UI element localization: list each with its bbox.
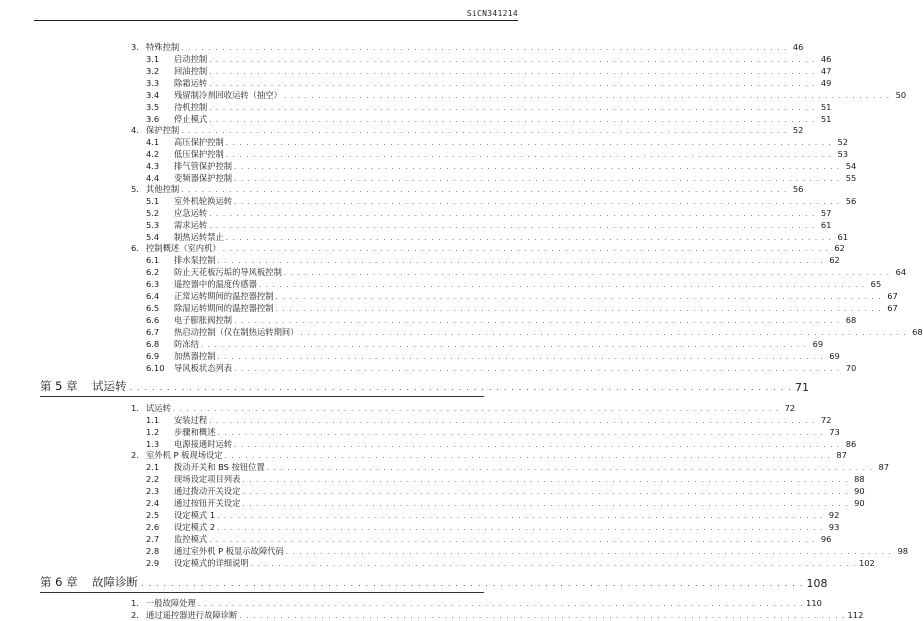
toc-number: 3. [131,42,139,52]
toc-leader-dots: . . . . . . . . . . . . . . . . . . . . . . . . . . . . . . . . . . . . . . . . . . . . . . . . . . . . . . . . . . . . . . . . . . . . . . . . . . . . . . . . . . . . . . . . . [283,92,891,100]
toc-title: 控制概述（室内机） [146,243,221,253]
toc-title: 安装过程 [174,415,208,425]
toc-number: 6.5 [146,303,160,313]
toc-title: 防止天花板污垢的导风板控制 [174,267,282,277]
toc-page-number: 51 [820,114,832,124]
toc-page-number: 62 [829,255,840,265]
toc-number: 1.1 [146,415,160,425]
toc-page-number: 56 [792,184,804,194]
toc-number: 6.7 [146,327,160,337]
toc-leader-dots: . . . . . . . . . . . . . . . . . . . . . . . . . . . . . . . . . . . . . . . . . . . . . . . . . . . . . . . . . . . . . . . . . . . . . . . . . . . . . . . . . . . . . . . . . [217,512,824,520]
toc-page-number: 62 [834,243,845,253]
toc-leader-dots: . . . . . . . . . . . . . . . . . . . . . . . . . . . . . . . . . . . . . . . . . . . . . . . . . . . . . . . . . . . . . . . . . . . . . . . . . . . . . . . . . . . . . . . . . [234,198,841,206]
toc-title: 试运转 [146,403,171,413]
toc-leader-dots: . . . . . . . . . . . . . . . . . . . . . . . . . . . . . . . . . . . . . . . . . . . . . . . . . . . . . . . . . . . . . . . . . . . . . . . . . . . . . . . . . . . . . . . . . [209,417,816,425]
toc-subsection[interactable] [146,314,857,326]
toc-title: 电源接通时运转 [174,439,233,449]
toc-page-number: 47 [820,66,832,76]
toc-leader-dots: . . . . . . . . . . . . . . . . . . . . . . . . . . . . . . . . . . . . . . . . . . . . . . . . . . . . . . . . . . . . . . . . . . . . . . . . . . . . . . . . . . . . . . . . . [225,234,833,242]
toc-number: 1.2 [146,427,160,437]
toc-leader-dots: . . . . . . . . . . . . . . . . . . . . . . . . . . . . . . . . . . . . . . . . . . . . . . . . . . . . . . . . . . . . . . . . . . . . . . . . . . . . . . . . . . . . . . . . . [141,579,804,588]
toc-title: 拨动开关和 BS 按钮位置 [174,462,265,472]
toc-page-number: 46 [820,54,832,64]
toc-subsection[interactable] [146,557,875,569]
toc-section[interactable] [131,183,804,195]
toc-number: 2.8 [146,546,160,556]
toc-subsection[interactable] [146,338,824,350]
toc-page-number: 64 [895,267,907,277]
toc-page-number: 50 [895,90,907,100]
toc-page-number: 54 [845,161,857,171]
toc-section[interactable] [131,609,864,621]
toc-number: 4.3 [146,161,160,171]
toc-leader-dots: . . . . . . . . . . . . . . . . . . . . . . . . . . . . . . . . . . . . . . . . . . . . . . . . . . . . . . . . . . . . . . . . . . . . . . . . . . . . . . . . . . . . . . . . . [200,341,808,349]
toc-subsection[interactable] [146,414,832,426]
toc-subsection[interactable] [146,160,857,172]
toc-leader-dots: . . . . . . . . . . . . . . . . . . . . . . . . . . . . . . . . . . . . . . . . . . . . . . . . . . . . . . . . . . . . . . . . . . . . . . . . . . . . . . . . . . . . . . . . . [217,524,824,532]
toc-title: 变频器保护控制 [174,173,233,183]
toc-title: 需求运转 [174,220,208,230]
toc-number: 4.1 [146,137,160,147]
toc-page-number: 108 [806,577,828,590]
toc-number: 2.9 [146,558,160,568]
toc-leader-dots: . . . . . . . . . . . . . . . . . . . . . . . . . . . . . . . . . . . . . . . . . . . . . . . . . . . . . . . . . . . . . . . . . . . . . . . . . . . . . . . . . . . . . . . . . [217,257,824,265]
toc-subsection[interactable] [146,497,865,509]
toc-leader-dots: . . . . . . . . . . . . . . . . . . . . . . . . . . . . . . . . . . . . . . . . . . . . . . . . . . . . . . . . . . . . . . . . . . . . . . . . . . . . . . . . . . . . . . . . . [172,405,780,413]
toc-title: 残留制冷剂回收运转（抽空） [174,90,282,100]
toc-section[interactable] [131,41,804,53]
toc-subsection[interactable] [146,473,865,485]
chapter-rule [40,592,484,593]
toc-number: 6.6 [146,315,160,325]
toc-page-number: 96 [820,534,832,544]
toc-leader-dots: . . . . . . . . . . . . . . . . . . . . . . . . . . . . . . . . . . . . . . . . . . . . . . . . . . . . . . . . . . . . . . . . . . . . . . . . . . . . . . . . . . . . . . . . . [275,305,882,313]
toc-page-number: 53 [837,149,849,159]
toc-page-number: 86 [845,439,857,449]
toc-page-number: 61 [820,220,832,230]
toc-title: 启动控制 [174,54,208,64]
toc-title: 除湿运转期间的温控器控制 [174,303,274,313]
toc-number: 4. [131,125,139,135]
toc-page-number: 56 [845,196,857,206]
toc-subsection[interactable] [146,101,832,113]
toc-subsection[interactable] [146,77,832,89]
toc-number: 3.4 [146,90,160,100]
toc-page-number: 65 [870,279,882,289]
toc-leader-dots: . . . . . . . . . . . . . . . . . . . . . . . . . . . . . . . . . . . . . . . . . . . . . . . . . . . . . . . . . . . . . . . . . . . . . . . . . . . . . . . . . . . . . . . . . [209,222,816,230]
toc-number: 3.2 [146,66,160,76]
toc-leader-dots: . . . . . . . . . . . . . . . . . . . . . . . . . . . . . . . . . . . . . . . . . . . . . . . . . . . . . . . . . . . . . . . . . . . . . . . . . . . . . . . . . . . . . . . . . [209,104,816,112]
toc-title: 停止模式 [174,114,208,124]
toc-leader-dots: . . . . . . . . . . . . . . . . . . . . . . . . . . . . . . . . . . . . . . . . . . . . . . . . . . . . . . . . . . . . . . . . . . . . . . . . . . . . . . . . . . . . . . . . . [181,186,788,194]
toc-subsection[interactable] [146,278,882,290]
toc-subsection[interactable] [146,350,840,362]
toc-title: 监控模式 [174,534,208,544]
toc-subsection[interactable] [146,426,840,438]
toc-number: 1.3 [146,439,160,449]
toc-title: 制热运转禁止 [174,232,224,242]
toc-section[interactable] [131,124,804,136]
toc-page-number: 70 [845,363,857,373]
toc-title: 现场设定项目列表 [174,474,241,484]
toc-title: 室外机 P 板现场设定 [146,450,223,460]
toc-number: 2.3 [146,486,160,496]
toc-number: 6.4 [146,291,160,301]
toc-page-number: 61 [837,232,849,242]
toc-title: 特殊控制 [146,42,180,52]
toc-title: 故障诊断 [92,575,138,589]
toc-number: 6.2 [146,267,160,277]
toc-number: 6. [131,243,139,253]
toc-title: 其他控制 [146,184,180,194]
toc-subsection[interactable] [146,509,840,521]
toc-title: 回油控制 [174,66,208,76]
toc-title: 一般故障处理 [146,598,196,608]
toc-page-number: 52 [792,125,804,135]
toc-page-number: 72 [820,415,832,425]
toc-title: 防冻结 [174,339,199,349]
toc-page-number: 57 [820,208,832,218]
toc-number: 6.8 [146,339,160,349]
toc-leader-dots: . . . . . . . . . . . . . . . . . . . . . . . . . . . . . . . . . . . . . . . . . . . . . . . . . . . . . . . . . . . . . . . . . . . . . . . . . . . . . . . . . . . . . . . . . [234,163,841,171]
toc-leader-dots: . . . . . . . . . . . . . . . . . . . . . . . . . . . . . . . . . . . . . . . . . . . . . . . . . . . . . . . . . . . . . . . . . . . . . . . . . . . . . . . . . . . . . . . . . [197,600,805,608]
toc-subsection[interactable] [146,148,849,160]
toc-page-number: 73 [829,427,840,437]
toc-leader-dots: . . . . . . . . . . . . . . . . . . . . . . . . . . . . . . . . . . . . . . . . . . . . . . . . . . . . . . . . . . . . . . . . . . . . . . . . . . . . . . . . . . . . . . . . . [239,612,846,620]
toc-number: 3.6 [146,114,160,124]
toc-title: 步骤和概述 [174,427,216,437]
toc-leader-dots: . . . . . . . . . . . . . . . . . . . . . . . . . . . . . . . . . . . . . . . . . . . . . . . . . . . . . . . . . . . . . . . . . . . . . . . . . . . . . . . . . . . . . . . . . [234,441,841,449]
toc-subsection[interactable] [146,195,857,207]
toc-subsection[interactable] [146,89,907,101]
toc-number: 6.10 [146,363,165,373]
toc-title: 遥控器中的温度传感器 [174,279,257,289]
toc-number: 3.1 [146,54,160,64]
toc-leader-dots: . . . . . . . . . . . . . . . . . . . . . . . . . . . . . . . . . . . . . . . . . . . . . . . . . . . . . . . . . . . . . . . . . . . . . . . . . . . . . . . . . . . . . . . . . [250,560,857,568]
toc-leader-dots: . . . . . . . . . . . . . . . . . . . . . . . . . . . . . . . . . . . . . . . . . . . . . . . . . . . . . . . . . . . . . . . . . . . . . . . . . . . . . . . . . . . . . . . . . [258,281,866,289]
toc-leader-dots: . . . . . . . . . . . . . . . . . . . . . . . . . . . . . . . . . . . . . . . . . . . . . . . . . . . . . . . . . . . . . . . . . . . . . . . . . . . . . . . . . . . . . . . . . [224,452,831,460]
toc-title: 应急运转 [174,208,208,218]
chapter-rule [40,396,484,397]
toc-number: 2.1 [146,462,160,472]
toc-page-number: 90 [854,486,865,496]
toc-number: 5.2 [146,208,160,218]
toc-subsection[interactable] [146,266,907,278]
toc-title: 加热器控制 [174,351,216,361]
toc-leader-dots: . . . . . . . . . . . . . . . . . . . . . . . . . . . . . . . . . . . . . . . . . . . . . . . . . . . . . . . . . . . . . . . . . . . . . . . . . . . . . . . . . . . . . . . . . [217,353,824,361]
toc-title: 设定模式 2 [174,522,216,532]
toc-subsection[interactable] [146,485,865,497]
toc-title: 保护控制 [146,125,180,135]
toc-section[interactable] [131,449,847,461]
toc-leader-dots: . . . . . . . . . . . . . . . . . . . . . . . . . . . . . . . . . . . . . . . . . . . . . . . . . . . . . . . . . . . . . . . . . . . . . . . . . . . . . . . . . . . . . . . . . [242,476,849,484]
toc-page-number: 67 [887,291,898,301]
toc-title: 正常运转期间的温控器控制 [174,291,274,301]
toc-number: 第 5 章 [40,379,78,393]
toc-subsection[interactable] [146,65,832,77]
toc-page-number: 49 [820,78,832,88]
toc-title: 热启动控制（仅在制热运转期间） [174,327,299,337]
toc-number: 1. [131,403,139,413]
toc-number: 2.5 [146,510,160,520]
toc-chapter[interactable] [40,378,810,394]
toc-title: 低压保护控制 [174,149,224,159]
toc-leader-dots: . . . . . . . . . . . . . . . . . . . . . . . . . . . . . . . . . . . . . . . . . . . . . . . . . . . . . . . . . . . . . . . . . . . . . . . . . . . . . . . . . . . . . . . . . [242,500,849,508]
toc-number: 2.7 [146,534,160,544]
toc-section[interactable] [131,402,796,414]
document-code: SiCN341214 [466,9,518,18]
toc-leader-dots: . . . . . . . . . . . . . . . . . . . . . . . . . . . . . . . . . . . . . . . . . . . . . . . . . . . . . . . . . . . . . . . . . . . . . . . . . . . . . . . . . . . . . . . . . [234,175,841,183]
toc-leader-dots: . . . . . . . . . . . . . . . . . . . . . . . . . . . . . . . . . . . . . . . . . . . . . . . . . . . . . . . . . . . . . . . . . . . . . . . . . . . . . . . . . . . . . . . . . [222,245,829,253]
toc-leader-dots: . . . . . . . . . . . . . . . . . . . . . . . . . . . . . . . . . . . . . . . . . . . . . . . . . . . . . . . . . . . . . . . . . . . . . . . . . . . . . . . . . . . . . . . . . [266,464,874,472]
toc-section[interactable] [131,597,822,609]
toc-chapter[interactable] [40,574,828,590]
toc-leader-dots: . . . . . . . . . . . . . . . . . . . . . . . . . . . . . . . . . . . . . . . . . . . . . . . . . . . . . . . . . . . . . . . . . . . . . . . . . . . . . . . . . . . . . . . . . [209,80,816,88]
toc-subsection[interactable] [146,290,898,302]
toc-page-number: 87 [878,462,890,472]
toc-number: 第 6 章 [40,575,78,589]
toc-section[interactable] [131,242,845,254]
toc-page-number: 93 [828,522,840,532]
toc-number: 2. [131,450,139,460]
toc-leader-dots: . . . . . . . . . . . . . . . . . . . . . . . . . . . . . . . . . . . . . . . . . . . . . . . . . . . . . . . . . . . . . . . . . . . . . . . . . . . . . . . . . . . . . . . . . [209,56,816,64]
toc-page-number: 46 [792,42,804,52]
toc-page-number: 98 [897,546,909,556]
toc-title: 室外机轮换运转 [174,196,233,206]
toc-leader-dots: . . . . . . . . . . . . . . . . . . . . . . . . . . . . . . . . . . . . . . . . . . . . . . . . . . . . . . . . . . . . . . . . . . . . . . . . . . . . . . . . . . . . . . . . . [181,44,788,52]
toc-page-number: 68 [912,327,923,337]
toc-title: 试运转 [92,379,127,393]
toc-leader-dots: . . . . . . . . . . . . . . . . . . . . . . . . . . . . . . . . . . . . . . . . . . . . . . . . . . . . . . . . . . . . . . . . . . . . . . . . . . . . . . . . . . . . . . . . . [234,317,841,325]
toc-number: 2.2 [146,474,160,484]
toc-leader-dots: . . . . . . . . . . . . . . . . . . . . . . . . . . . . . . . . . . . . . . . . . . . . . . . . . . . . . . . . . . . . . . . . . . . . . . . . . . . . . . . . . . . . . . . . . [129,383,793,392]
toc-page-number: 87 [836,450,847,460]
toc-leader-dots: . . . . . . . . . . . . . . . . . . . . . . . . . . . . . . . . . . . . . . . . . . . . . . . . . . . . . . . . . . . . . . . . . . . . . . . . . . . . . . . . . . . . . . . . . [300,329,907,337]
toc-leader-dots: . . . . . . . . . . . . . . . . . . . . . . . . . . . . . . . . . . . . . . . . . . . . . . . . . . . . . . . . . . . . . . . . . . . . . . . . . . . . . . . . . . . . . . . . . [285,548,893,556]
toc-subsection[interactable] [146,136,849,148]
toc-number: 3.3 [146,78,160,88]
toc-page-number: 102 [858,558,875,568]
toc-leader-dots: . . . . . . . . . . . . . . . . . . . . . . . . . . . . . . . . . . . . . . . . . . . . . . . . . . . . . . . . . . . . . . . . . . . . . . . . . . . . . . . . . . . . . . . . . [209,116,816,124]
toc-number: 1. [131,598,139,608]
toc-title: 电子膨胀阀控制 [174,315,233,325]
toc-page-number: 71 [795,381,810,394]
toc-page-number: 110 [806,598,822,608]
toc-number: 2.6 [146,522,160,532]
toc-subsection[interactable] [146,461,890,473]
toc-number: 6.3 [146,279,160,289]
toc-number: 3.5 [146,102,160,112]
toc-page-number: 52 [837,137,849,147]
toc-number: 5.4 [146,232,160,242]
toc-page-number: 69 [812,339,824,349]
toc-title: 导风板状态列表 [174,363,233,373]
toc-subsection[interactable] [146,207,832,219]
toc-page-number: 72 [784,403,796,413]
toc-number: 6.1 [146,255,160,265]
toc-title: 排气管保护控制 [174,161,233,171]
toc-page-number: 90 [854,498,865,508]
toc-title: 除霜运转 [174,78,208,88]
toc-page-number: 67 [887,303,898,313]
toc-subsection[interactable] [146,326,923,338]
toc-page-number: 51 [820,102,832,112]
toc-title: 待机控制 [174,102,208,112]
toc-page-number: 68 [845,315,857,325]
toc-leader-dots: . . . . . . . . . . . . . . . . . . . . . . . . . . . . . . . . . . . . . . . . . . . . . . . . . . . . . . . . . . . . . . . . . . . . . . . . . . . . . . . . . . . . . . . . . [217,429,824,437]
toc-number: 4.4 [146,173,160,183]
toc-leader-dots: . . . . . . . . . . . . . . . . . . . . . . . . . . . . . . . . . . . . . . . . . . . . . . . . . . . . . . . . . . . . . . . . . . . . . . . . . . . . . . . . . . . . . . . . . [209,536,816,544]
toc-number: 5.3 [146,220,160,230]
toc-title: 设定模式 1 [174,510,216,520]
toc-subsection[interactable] [146,53,832,65]
toc-number: 2. [131,610,139,620]
toc-leader-dots: . . . . . . . . . . . . . . . . . . . . . . . . . . . . . . . . . . . . . . . . . . . . . . . . . . . . . . . . . . . . . . . . . . . . . . . . . . . . . . . . . . . . . . . . . [242,488,849,496]
toc-number: 2.4 [146,498,160,508]
toc-subsection[interactable] [146,521,840,533]
toc-subsection[interactable] [146,219,832,231]
toc-page-number: 69 [829,351,840,361]
toc-subsection[interactable] [146,302,898,314]
toc-leader-dots: . . . . . . . . . . . . . . . . . . . . . . . . . . . . . . . . . . . . . . . . . . . . . . . . . . . . . . . . . . . . . . . . . . . . . . . . . . . . . . . . . . . . . . . . . [181,127,788,135]
toc-number: 5.1 [146,196,160,206]
toc-leader-dots: . . . . . . . . . . . . . . . . . . . . . . . . . . . . . . . . . . . . . . . . . . . . . . . . . . . . . . . . . . . . . . . . . . . . . . . . . . . . . . . . . . . . . . . . . [225,151,833,159]
toc-title: 通过遥控器进行故障诊断 [146,610,238,620]
toc-leader-dots: . . . . . . . . . . . . . . . . . . . . . . . . . . . . . . . . . . . . . . . . . . . . . . . . . . . . . . . . . . . . . . . . . . . . . . . . . . . . . . . . . . . . . . . . . [225,139,833,147]
toc-title: 通过拨动开关设定 [174,486,241,496]
toc-title: 设定模式的详细说明 [174,558,249,568]
toc-leader-dots: . . . . . . . . . . . . . . . . . . . . . . . . . . . . . . . . . . . . . . . . . . . . . . . . . . . . . . . . . . . . . . . . . . . . . . . . . . . . . . . . . . . . . . . . . [209,68,816,76]
toc-title: 通过室外机 P 板显示故障代码 [174,546,284,556]
toc-page-number: 88 [854,474,865,484]
toc-number: 4.2 [146,149,160,159]
toc-subsection[interactable] [146,545,909,557]
toc-title: 高压保护控制 [174,137,224,147]
toc-leader-dots: . . . . . . . . . . . . . . . . . . . . . . . . . . . . . . . . . . . . . . . . . . . . . . . . . . . . . . . . . . . . . . . . . . . . . . . . . . . . . . . . . . . . . . . . . [234,365,841,373]
toc-number: 6.9 [146,351,160,361]
toc-title: 排水泵控制 [174,255,216,265]
toc-subsection[interactable] [146,533,832,545]
toc-number: 5. [131,184,139,194]
toc-subsection[interactable] [146,362,857,374]
toc-subsection[interactable] [146,254,840,266]
toc-leader-dots: . . . . . . . . . . . . . . . . . . . . . . . . . . . . . . . . . . . . . . . . . . . . . . . . . . . . . . . . . . . . . . . . . . . . . . . . . . . . . . . . . . . . . . . . . [275,293,882,301]
toc-leader-dots: . . . . . . . . . . . . . . . . . . . . . . . . . . . . . . . . . . . . . . . . . . . . . . . . . . . . . . . . . . . . . . . . . . . . . . . . . . . . . . . . . . . . . . . . . [283,269,891,277]
toc-leader-dots: . . . . . . . . . . . . . . . . . . . . . . . . . . . . . . . . . . . . . . . . . . . . . . . . . . . . . . . . . . . . . . . . . . . . . . . . . . . . . . . . . . . . . . . . . [209,210,816,218]
toc-title: 通过按钮开关设定 [174,498,241,508]
toc-page-number: 55 [845,173,857,183]
toc-page-number: 112 [847,610,864,620]
toc-page-number: 92 [828,510,840,520]
